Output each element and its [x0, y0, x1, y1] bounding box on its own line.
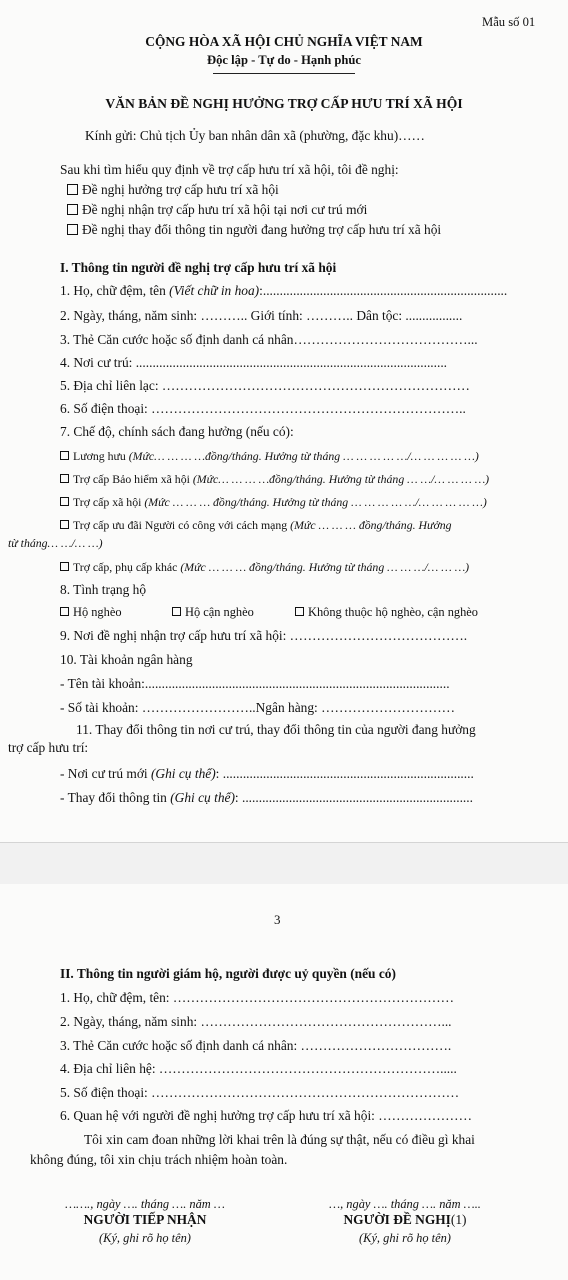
- checkbox-icon[interactable]: [67, 204, 78, 215]
- field-phone[interactable]: 6. Số điện thoại: ……………………………………………………………..: [60, 401, 466, 416]
- checkbox-icon[interactable]: [295, 607, 304, 616]
- field-change-info-line-2: trợ cấp hưu trí:: [8, 740, 89, 755]
- field-label: - Nơi cư trú mới: [60, 766, 151, 781]
- checkbox-icon[interactable]: [60, 474, 69, 483]
- intro-text: Sau khi tìm hiểu quy định về trợ cấp hưu trí xã hội, tôi đề nghị:: [60, 162, 399, 177]
- benefit-label: Trợ cấp Bảo hiểm xã hội: [73, 472, 193, 486]
- checkbox-icon[interactable]: [60, 607, 69, 616]
- commitment-line-2: không đúng, tôi xin chịu trách nhiệm hoàn toàn.: [30, 1152, 288, 1167]
- footnote-ref: (1): [450, 1212, 467, 1227]
- benefit-detail: (Mức… … … …đồng/tháng. Hưởng từ tháng … …/… … … …): [192, 472, 490, 486]
- commitment-line-1: Tôi xin cam đoan những lời khai trên là đúng sự thật, nếu có điều gì khai: [84, 1132, 475, 1147]
- benefit-pension[interactable]: [60, 448, 479, 464]
- field-hint: (Ghi cụ thể): [170, 790, 235, 805]
- national-motto: Độc lập - Tự do - Hạnh phúc: [207, 53, 361, 67]
- field-full-name[interactable]: [60, 283, 507, 299]
- field-label: 1. Họ, chữ đệm, tên: [60, 283, 170, 298]
- field-bank-account-heading: 10. Tài khoản ngân hàng: [60, 652, 193, 667]
- field-hint: (Ghi cụ thể): [150, 766, 216, 781]
- request-option-label: Đề nghị hưởng trợ cấp hưu trí xã hội: [82, 182, 279, 197]
- receiver-sign-note: (Ký, ghi rõ họ tên): [99, 1231, 191, 1245]
- guardian-address[interactable]: 4. Địa chỉ liên hệ: ……………………………………………………….....: [60, 1061, 457, 1076]
- page-separator: [0, 842, 568, 886]
- checkbox-icon[interactable]: [60, 497, 69, 506]
- benefit-detail: (Mức… … … …đồng/tháng. Hưởng từ tháng … … … … …/… … … … …): [128, 449, 479, 463]
- benefit-revolutionary-merit[interactable]: [60, 517, 452, 533]
- benefit-social-allowance[interactable]: [60, 494, 487, 510]
- field-contact-address[interactable]: 5. Địa chỉ liên lạc: ……………………………………………………………: [60, 378, 470, 393]
- checkbox-icon[interactable]: [60, 562, 69, 571]
- benefit-other-allowance[interactable]: [60, 559, 469, 575]
- form-page-2: [0, 884, 568, 1280]
- section-1-heading: I. Thông tin người đề nghị trợ cấp hưu trí xã hội: [60, 260, 337, 275]
- country-name: CỘNG HÒA XÃ HỘI CHỦ NGHĨA VIỆT NAM: [145, 34, 423, 49]
- checkbox-icon[interactable]: [60, 451, 69, 460]
- checkbox-icon[interactable]: [67, 224, 78, 235]
- guardian-id-card[interactable]: 3. Thẻ Căn cước hoặc số định danh cá nhân: …………………………….: [60, 1038, 452, 1053]
- applicant-date-line: …, ngày …. tháng …. năm …..: [329, 1197, 481, 1211]
- benefit-label: Trợ cấp xã hội: [73, 495, 145, 509]
- household-not-poor[interactable]: [295, 604, 478, 620]
- field-dots: : .....................................................................: [234, 790, 473, 805]
- guardian-relationship[interactable]: 6. Quan hệ với người đề nghị hưởng trợ cấp hưu trí xã hội: …………………: [60, 1108, 472, 1123]
- motto-underline: [213, 73, 355, 74]
- addressee: Kính gửi: Chủ tịch Ủy ban nhân dân xã (phường, đặc khu)……: [85, 128, 425, 143]
- household-poor[interactable]: [60, 604, 122, 620]
- field-change-info-line-1: 11. Thay đổi thông tin nơi cư trú, thay đổi thông tin của người đang hưởng: [76, 722, 476, 737]
- applicant-title-text: NGƯỜI ĐỀ NGHỊ: [343, 1212, 451, 1227]
- benefit-revolutionary-merit-cont: từ tháng… …/… …): [8, 536, 103, 550]
- field-household-status: 8. Tình trạng hộ: [60, 582, 147, 597]
- field-birth-gender-ethnicity[interactable]: 2. Ngày, tháng, năm sinh: ……….. Giới tính: ……….. Dân tộc: .................: [60, 308, 463, 323]
- field-dots: :.........................................................................: [259, 283, 508, 298]
- field-account-name[interactable]: - Tên tài khoản:...........................................................................................: [60, 676, 450, 691]
- receiver-date-line: ……., ngày …. tháng …. năm …: [65, 1197, 225, 1211]
- checkbox-icon[interactable]: [60, 520, 69, 529]
- request-option-2[interactable]: [67, 202, 367, 218]
- request-option-1[interactable]: [67, 182, 279, 198]
- guardian-full-name[interactable]: 1. Họ, chữ đệm, tên: ………………………………………………………: [60, 990, 455, 1005]
- receiver-title: NGƯỜI TIẾP NHẬN: [83, 1212, 207, 1227]
- household-label: Không thuộc hộ nghèo, cận nghèo: [308, 605, 478, 619]
- field-receive-location[interactable]: 9. Nơi đề nghị nhận trợ cấp hưu trí xã hội: ………………………………….: [60, 628, 468, 643]
- request-option-label: Đề nghị thay đổi thông tin người đang hưởng trợ cấp hưu trí xã hội: [82, 222, 442, 237]
- benefit-detail: (Mức … … … đồng/tháng. Hưởng từ tháng … … … … …/… … … … …): [144, 495, 487, 509]
- page-number: 3: [274, 912, 281, 927]
- household-label: Hộ nghèo: [73, 605, 122, 619]
- field-benefits-heading: 7. Chế độ, chính sách đang hưởng (nếu có):: [60, 424, 294, 439]
- household-label: Hộ cận nghèo: [185, 605, 254, 619]
- guardian-phone[interactable]: 5. Số điện thoại: ……………………………………………………………: [60, 1085, 460, 1100]
- field-new-residence[interactable]: [60, 766, 474, 782]
- field-info-change[interactable]: [60, 790, 473, 806]
- checkbox-icon[interactable]: [172, 607, 181, 616]
- benefit-label: Trợ cấp ưu đãi Người có công với cách mạng: [73, 518, 291, 532]
- field-dots: : ...........................................................................: [215, 766, 474, 781]
- checkbox-icon[interactable]: [67, 184, 78, 195]
- benefit-social-insurance[interactable]: [60, 471, 489, 487]
- form-code: Mẫu số 01: [482, 15, 536, 29]
- field-id-card[interactable]: 3. Thẻ Căn cước hoặc số định danh cá nhân…………………………………...: [60, 332, 478, 347]
- document-title: VĂN BẢN ĐỀ NGHỊ HƯỞNG TRỢ CẤP HƯU TRÍ XÃ HỘI: [105, 96, 463, 111]
- applicant-title: [300, 1212, 510, 1228]
- household-near-poor[interactable]: [172, 604, 254, 620]
- benefit-label: Trợ cấp, phụ cấp khác: [73, 560, 181, 574]
- applicant-sign-note: (Ký, ghi rõ họ tên): [359, 1231, 451, 1245]
- request-option-3[interactable]: [67, 222, 441, 238]
- guardian-birth-date[interactable]: 2. Ngày, tháng, năm sinh: ………………………………………………...: [60, 1014, 452, 1029]
- benefit-label: Lương hưu: [73, 449, 129, 463]
- benefit-detail: (Mức … … … đồng/tháng. Hưởng từ tháng … … …/… … …): [180, 560, 470, 574]
- section-2-heading: II. Thông tin người giám hộ, người được uỷ quyền (nếu có): [60, 966, 396, 981]
- field-residence[interactable]: 4. Nơi cư trú: .............................................................................................: [60, 355, 448, 370]
- field-hint: (Viết chữ in hoa): [169, 283, 260, 298]
- field-account-number-bank[interactable]: - Số tài khoản: ……………………..Ngân hàng: …………………………: [60, 700, 455, 715]
- field-label: - Thay đổi thông tin: [60, 790, 171, 805]
- request-option-label: Đề nghị nhận trợ cấp hưu trí xã hội tại nơi cư trú mới: [82, 202, 368, 217]
- benefit-detail: (Mức … … … đồng/tháng. Hưởng: [290, 518, 452, 532]
